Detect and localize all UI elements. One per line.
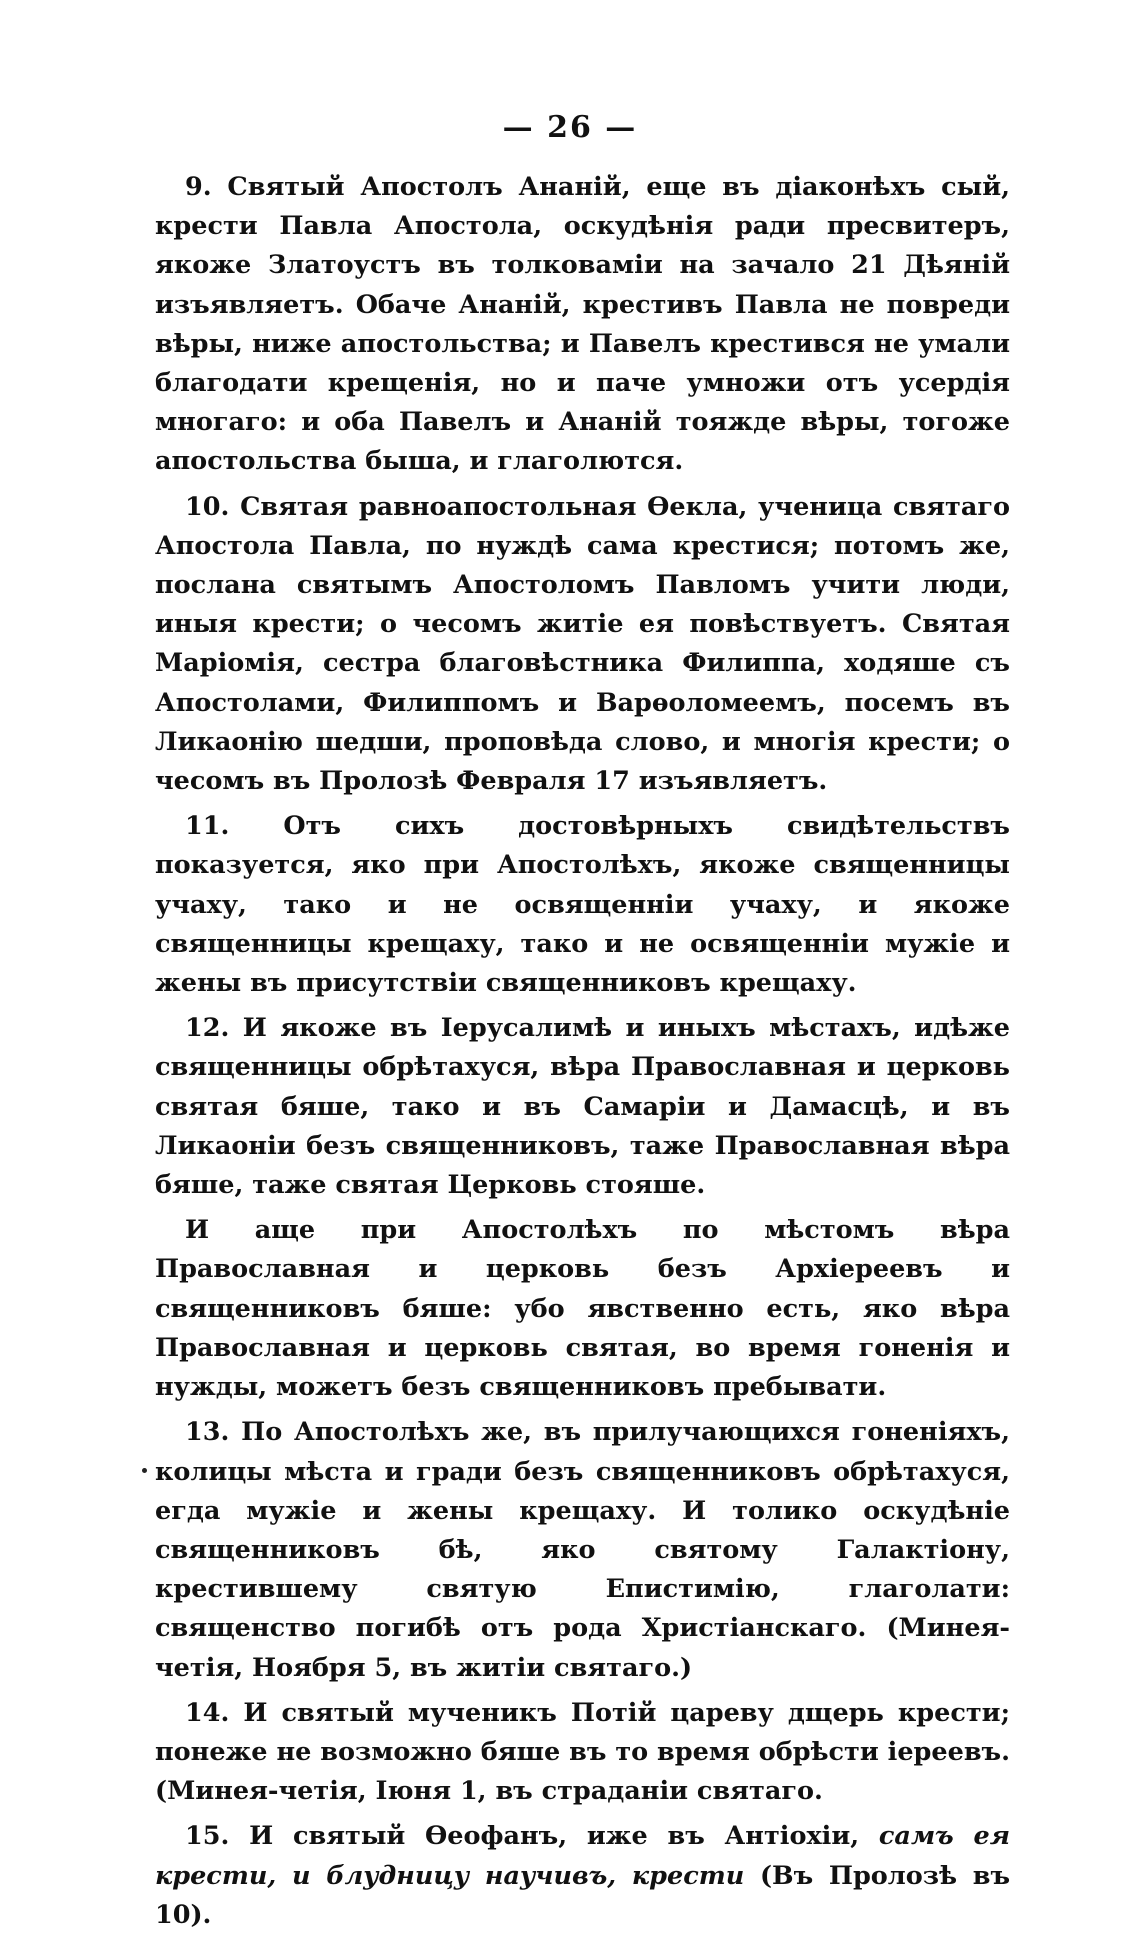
- paragraph-12: 12. И якоже въ Іерусалимѣ и иныхъ мѣстахъ, идѣже священницы обрѣтахуся, вѣра Православная и церковь святая бяше, тако и въ Самаріи и Дамасцѣ, и въ Ликаоніи безъ священниковъ, таже Православная вѣра бяше, таже святая Церковь стояше.: [155, 1013, 1010, 1201]
- paragraph-15-tail: (Въ Пролозѣ въ 10).: [155, 1860, 1011, 1930]
- paragraph-15: [155, 1817, 1010, 1935]
- margin-dot: [142, 1468, 147, 1473]
- paragraph-9: 9. Святый Апостолъ Ананій, еще въ діаконѣхъ сый, крести Павла Апостола, оскудѣнія ради пресвитеръ, якоже Златоустъ въ толковаміи на зачало 21 Дѣяній изъявляетъ. Обаче Ананій, крестивъ Павла не повреди вѣры, ниже апостольства; и Павелъ крестився не умали благодати крещенія, но и паче умножи отъ усердія многаго: и оба Павелъ и Ананій тояжде вѣры, тогоже апостольства быша, и глаголются.: [155, 172, 1010, 477]
- paragraph-13: 13. По Апостолѣхъ же, въ прилучающихся гоненіяхъ, колицы мѣста и гради безъ священниковъ обрѣтахуся, егда мужіе и жены крещаху. И толико оскудѣніе священниковъ бѣ, яко святому Галактіону, крестившему святую Епистимію, глаголати: священство погибѣ отъ рода Христіанскаго. (Минея-четія, Ноября 5, въ житіи святаго.): [155, 1417, 1010, 1683]
- paragraph-11: 11. Отъ сихъ достовѣрныхъ свидѣтельствъ показуется, яко при Апостолѣхъ, якоже священницы учаху, тако и не освященніи учаху, и якоже священницы крещаху, тако и не освященніи мужіе и жены въ присутствіи священниковъ крещаху.: [155, 811, 1010, 999]
- page-number: — 26 —: [502, 110, 638, 145]
- paragraph-15-lead: 15. И святый Ѳеофанъ, иже въ Антіохіи,: [185, 1821, 879, 1852]
- body-text: [155, 168, 1010, 1941]
- paragraph-14: 14. И святый мученикъ Потій цареву дщерь крести; понеже не возможно бяше въ то время обрѣсти іереевъ. (Минея-четія, Іюня 1, въ страданіи святаго.: [155, 1697, 1010, 1807]
- paragraph-10: 10. Святая равноапостольная Ѳекла, ученица святаго Апостола Павла, по нуждѣ сама крестися; потомъ же, послана святымъ Апостоломъ Павломъ учити люди, иныя крести; о чесомъ житіе ея повѣствуетъ. Святая Маріомія, сестра благовѣстника Филиппа, ходяше съ Апостолами, Филиппомъ и Варѳоломеемъ, посемъ въ Ликаонію шедши, проповѣда слово, и многія крести; о чесомъ въ Пролозѣ Февраля 17 изъявляетъ.: [155, 491, 1010, 797]
- paragraph-conclusion: И аще при Апостолѣхъ по мѣстомъ вѣра Православная и церковь безъ Архіереевъ и священниковъ бяше: убо явственно есть, яко вѣра Православная и церковь святая, во время гоненія и нужды, можетъ безъ священниковъ пребывати.: [155, 1215, 1010, 1403]
- paragraph-15-italic: самъ ея крести, и блудницу научивъ, крести: [155, 1821, 1010, 1891]
